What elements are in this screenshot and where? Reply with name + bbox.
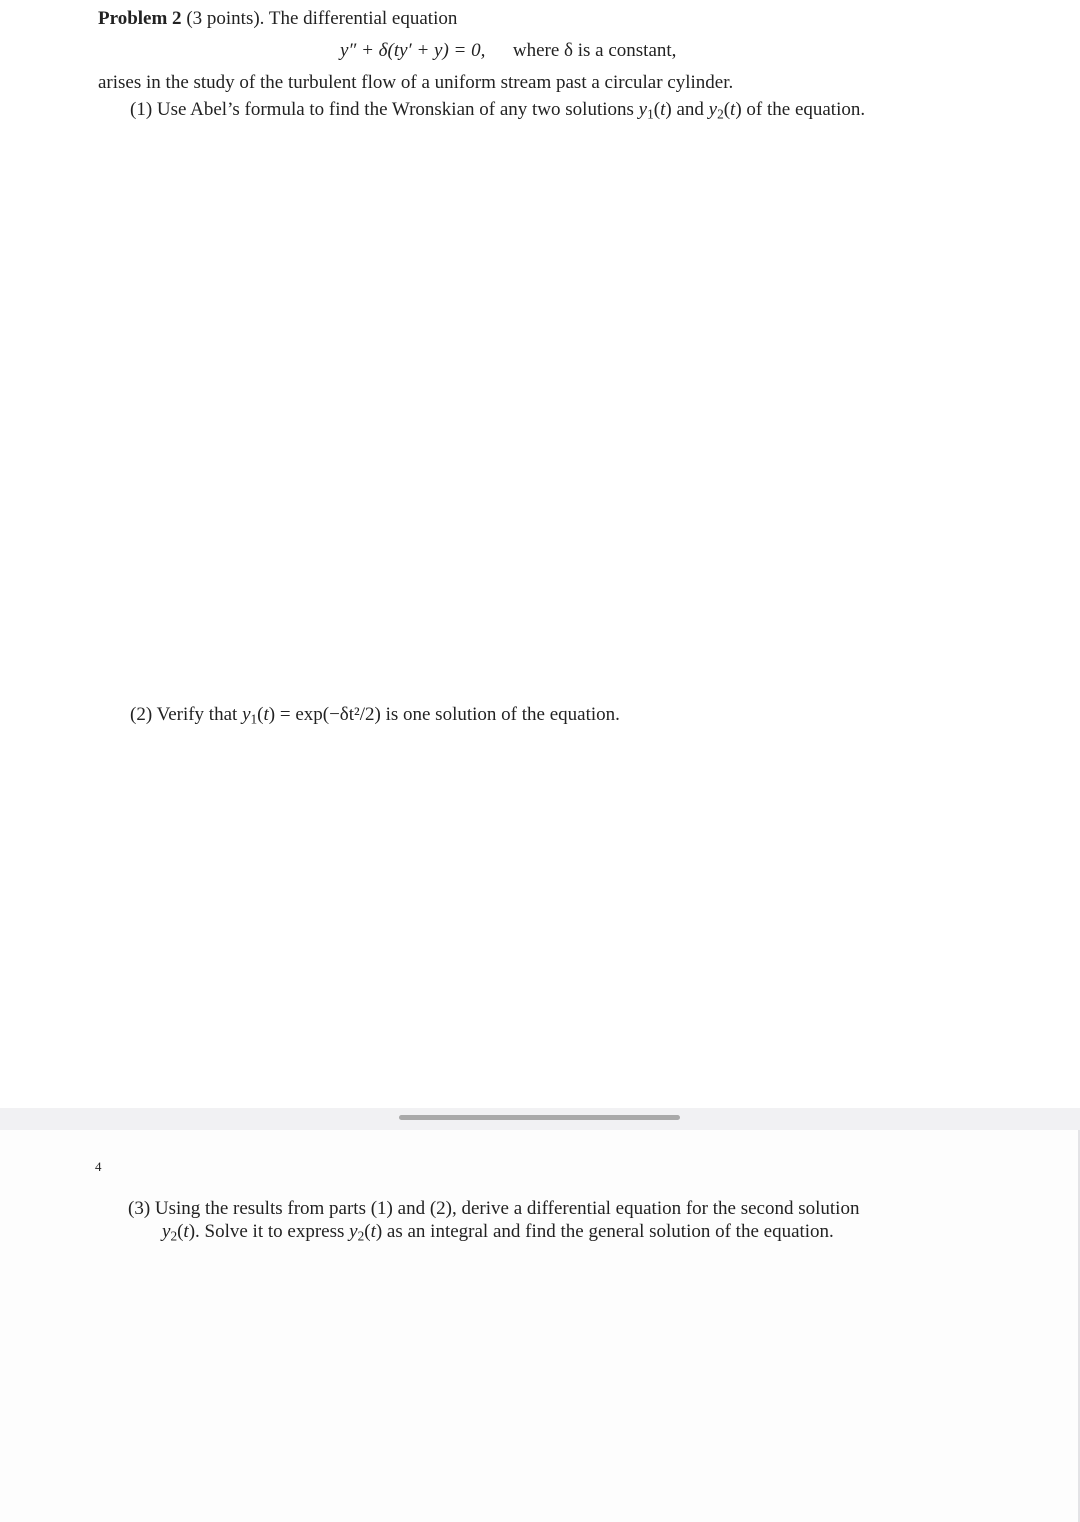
differential-equation: y″ + δ(ty′ + y) = 0,	[340, 40, 486, 61]
problem-context: arises in the study of the turbulent flow of a uniform stream past a circular cylinder.	[98, 72, 734, 93]
part-2-question: (2) Verify that $y_1(t) = \exp(-\delta t^2/2)$ is one solution of the equation.	[130, 704, 620, 727]
part-2-number: (2)	[130, 704, 153, 725]
part-3-question-line-2: $y_2(t)$. Solve it to express $y_2(t)$ as an integral and find the general solution of the equation.	[162, 1221, 834, 1244]
problem-intro: The differential equation	[268, 8, 458, 29]
part-2-text: Verify that	[156, 704, 238, 725]
part-1-number: (1)	[130, 99, 153, 120]
part-3-question-line-1: (3) Using the results from parts (1) and (2), derive a differential equation for the second solution	[128, 1198, 860, 1219]
problem-points: (3 points).	[186, 8, 265, 29]
page-4-upper	[0, 1130, 1080, 1522]
part-1-question: (1) Use Abel’s formula to find the Wronskian of any two solutions $y_1(t)$ and $y_2(t)$ of the equation.	[130, 99, 866, 122]
part-2-formula: exp(−δt²/2)	[295, 704, 381, 725]
page-number: 4	[95, 1159, 102, 1174]
scroll-indicator[interactable]	[399, 1115, 680, 1120]
problem-title: Problem 2	[98, 8, 182, 29]
equation-line	[340, 40, 676, 62]
problem-header	[98, 8, 457, 30]
equation-condition: where δ is a constant,	[512, 40, 677, 61]
part-1-text: Use Abel’s formula to find the Wronskian of any two solutions	[156, 99, 634, 120]
part-3-number: (3)	[128, 1198, 151, 1219]
